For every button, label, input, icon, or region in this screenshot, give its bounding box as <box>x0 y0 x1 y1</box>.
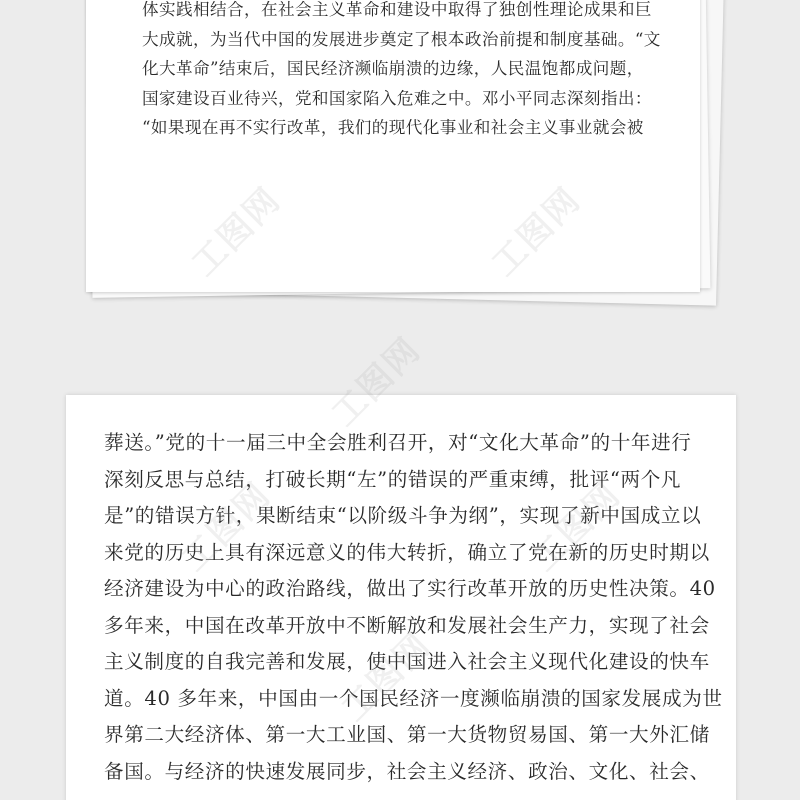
text-line: 大成就，为当代中国的发展进步奠定了根本政治前提和制度基础。“文 <box>142 29 661 49</box>
text-line: 主义制度的自我完善和发展，使中国进入社会主义现代化建设的快车 <box>104 650 710 673</box>
text-line: 深刻反思与总结，打破长期“左”的错误的严重束缚，批评“两个凡 <box>104 467 682 491</box>
bottom-page-paragraph <box>104 425 723 790</box>
text-line: 葬送。”党的十一届三中全会胜利召开，对“文化大革命”的十年进行 <box>104 431 692 454</box>
text-line: 体实践相结合，在社会主义革命和建设中取得了独创性理论成果和巨 <box>142 0 652 19</box>
text-line: 是”的错误方针，果断结束“以阶级斗争为纲”，实现了新中国成立以 <box>104 504 702 527</box>
text-line: “如果现在再不实行改革，我们的现代化事业和社会主义事业就会被 <box>142 118 644 137</box>
text-line: 备国。与经济的快速发展同步，社会主义经济、政治、文化、社会、 <box>104 759 710 783</box>
text-line: 经济建设为中心的政治路线，做出了实行改革开放的历史性决策。40 <box>104 577 716 600</box>
text-line: 国家建设百业待兴，党和国家陷入危难之中。邓小平同志深刻指出： <box>142 88 652 108</box>
text-line: 化大革命”结束后，国民经济濒临崩溃的边缘，人民温饱都成问题， <box>142 59 644 78</box>
text-line: 道。40 多年来，中国由一个国民经济一度濒临崩溃的国家发展成为世 <box>104 686 723 710</box>
watermark-logo: 工图网 <box>324 329 429 435</box>
text-line: 多年来，中国在改革开放中不断解放和发展社会生产力，实现了社会 <box>104 613 710 637</box>
text-line: 来党的历史上具有深远意义的伟大转折，确立了党在新的历史时期以 <box>104 540 710 564</box>
text-line: 界第二大经济体、第一大工业国、第一大货物贸易国、第一大外汇储 <box>104 723 710 746</box>
top-page-paragraph <box>142 0 664 143</box>
